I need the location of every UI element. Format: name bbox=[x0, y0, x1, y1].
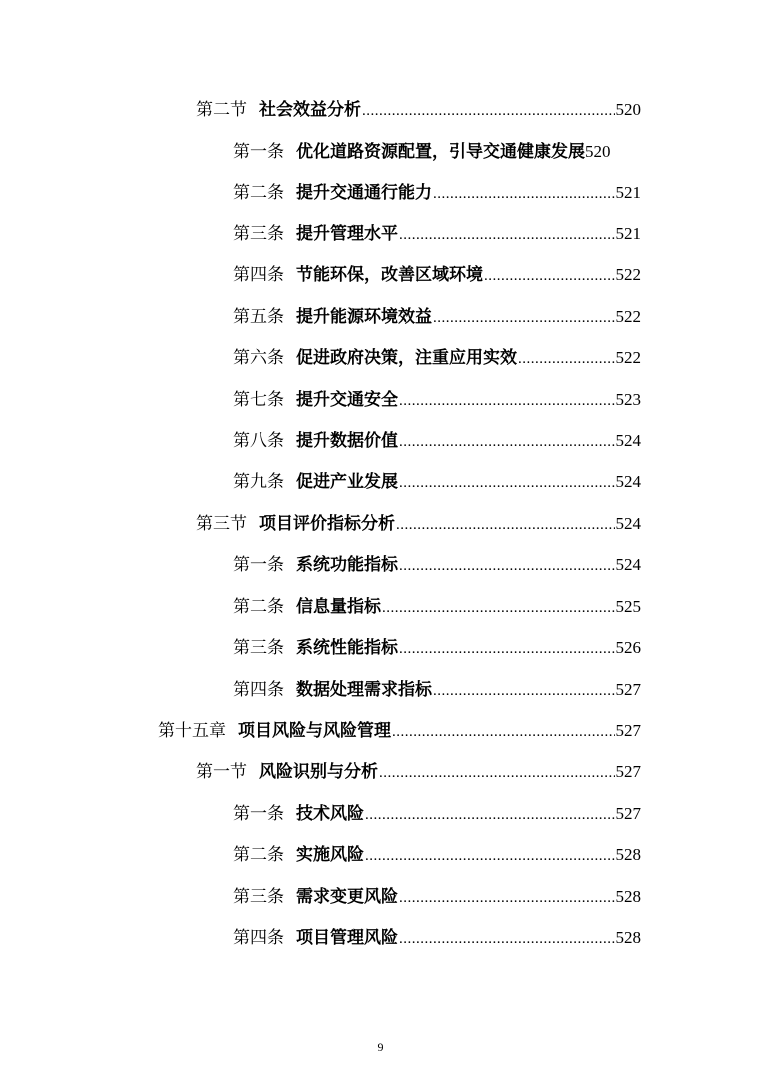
toc-entry bbox=[233, 675, 641, 705]
toc-entry bbox=[233, 799, 641, 829]
toc-entry-number: 第十五章 bbox=[158, 721, 226, 741]
toc-entry-title: 实施风险 bbox=[296, 845, 364, 865]
toc-entry-page: 520 bbox=[615, 100, 641, 119]
toc-entry-title: 项目风险与风险管理 bbox=[238, 721, 391, 741]
dot-leader bbox=[379, 758, 615, 788]
toc-entry bbox=[233, 178, 641, 208]
toc-entry bbox=[233, 633, 641, 663]
toc-entry-title: 项目管理风险 bbox=[296, 928, 398, 948]
toc-entry-number: 第四条 bbox=[233, 680, 284, 700]
toc-entry-page: 521 bbox=[615, 224, 641, 243]
toc-entry-number: 第五条 bbox=[233, 307, 284, 327]
toc-entry-number: 第九条 bbox=[233, 472, 284, 492]
dot-leader bbox=[399, 924, 615, 954]
toc-entry-page: 525 bbox=[615, 597, 641, 616]
toc-entry-page: 527 bbox=[615, 680, 641, 699]
page-number: 9 bbox=[377, 1040, 384, 1054]
toc-entry bbox=[233, 882, 641, 912]
toc-entry-number: 第二条 bbox=[233, 183, 284, 203]
toc-entry bbox=[233, 840, 641, 870]
dot-leader bbox=[484, 261, 615, 291]
toc-entry-title: 提升管理水平 bbox=[296, 224, 398, 244]
toc-entry-title: 风险识别与分析 bbox=[259, 762, 378, 782]
toc-entry bbox=[233, 467, 641, 497]
toc-entry-title: 需求变更风险 bbox=[296, 887, 398, 907]
toc-entry-number: 第二条 bbox=[233, 845, 284, 865]
toc-entry-page: 527 bbox=[615, 804, 641, 823]
toc-entry-title: 数据处理需求指标 bbox=[296, 680, 432, 700]
toc-entry-number: 第四条 bbox=[233, 928, 284, 948]
toc-entry-number: 第一节 bbox=[196, 762, 247, 782]
toc-entry-title: 促进产业发展 bbox=[296, 472, 398, 492]
dot-leader bbox=[382, 593, 615, 623]
toc-entry-number: 第三节 bbox=[196, 514, 247, 534]
dot-leader bbox=[392, 717, 615, 747]
dot-leader bbox=[399, 634, 615, 664]
dot-leader bbox=[518, 344, 615, 374]
toc-entry bbox=[196, 757, 641, 787]
toc-entry bbox=[233, 260, 641, 290]
toc-entry-number: 第三条 bbox=[233, 224, 284, 244]
toc-entry bbox=[233, 550, 641, 580]
toc-entry-page: 522 bbox=[615, 307, 641, 326]
toc-entry-title: 提升交通安全 bbox=[296, 390, 398, 410]
dot-leader bbox=[433, 303, 615, 333]
toc-entry-page: 527 bbox=[615, 762, 641, 781]
toc-entry bbox=[233, 426, 641, 456]
toc-entry-page: 527 bbox=[615, 721, 641, 740]
toc-entry-page: 524 bbox=[615, 472, 641, 491]
toc-entry-title: 促进政府决策，注重应用实效 bbox=[296, 348, 517, 368]
toc-entry-number: 第六条 bbox=[233, 348, 284, 368]
toc-entry-page: 522 bbox=[615, 265, 641, 284]
toc-entry-title: 优化道路资源配置，引导交通健康发展 bbox=[296, 142, 585, 162]
toc-entry bbox=[233, 923, 641, 953]
toc-entry-title: 提升数据价值 bbox=[296, 431, 398, 451]
toc-entry-page: 524 bbox=[615, 431, 641, 450]
toc-entry-title: 技术风险 bbox=[296, 804, 364, 824]
toc-entry-page: 528 bbox=[615, 845, 641, 864]
toc-entry bbox=[196, 509, 641, 539]
toc-entry-number: 第一条 bbox=[233, 142, 284, 162]
toc-entry bbox=[233, 137, 641, 167]
toc-entry-number: 第一条 bbox=[233, 555, 284, 575]
toc-entry-title: 节能环保，改善区域环境 bbox=[296, 265, 483, 285]
toc-entry-title: 社会效益分析 bbox=[259, 100, 361, 120]
toc-entry bbox=[233, 592, 641, 622]
dot-leader bbox=[365, 800, 615, 830]
toc-entry-title: 系统性能指标 bbox=[296, 638, 398, 658]
toc-entry-page: 521 bbox=[615, 183, 641, 202]
toc-entry-title: 项目评价指标分析 bbox=[259, 514, 395, 534]
toc-entry-page: 528 bbox=[615, 928, 641, 947]
dot-leader bbox=[399, 551, 615, 581]
toc-entry-number: 第一条 bbox=[233, 804, 284, 824]
dot-leader bbox=[399, 220, 615, 250]
toc-entry-page: 524 bbox=[615, 555, 641, 574]
toc-entry-number: 第三条 bbox=[233, 638, 284, 658]
dot-leader bbox=[399, 883, 615, 913]
toc-entry-title: 提升交通通行能力 bbox=[296, 183, 432, 203]
dot-leader bbox=[433, 179, 615, 209]
toc-entry bbox=[158, 716, 641, 746]
toc-entry-number: 第八条 bbox=[233, 431, 284, 451]
toc-entry bbox=[233, 385, 641, 415]
toc-entry-page: 523 bbox=[615, 390, 641, 409]
toc-entry-page: 526 bbox=[615, 638, 641, 657]
toc-entry-page: 528 bbox=[615, 887, 641, 906]
dot-leader bbox=[362, 96, 615, 126]
toc-entry-title: 系统功能指标 bbox=[296, 555, 398, 575]
toc-entry-number: 第二节 bbox=[196, 100, 247, 120]
toc-entry bbox=[233, 219, 641, 249]
toc-entry-page: 522 bbox=[615, 348, 641, 367]
dot-leader bbox=[433, 676, 615, 706]
toc-entry bbox=[233, 302, 641, 332]
dot-leader bbox=[396, 510, 615, 540]
dot-leader bbox=[399, 427, 615, 457]
toc-entry-number: 第二条 bbox=[233, 597, 284, 617]
toc-entry-number: 第七条 bbox=[233, 390, 284, 410]
toc-entry-page: 520 bbox=[585, 142, 611, 161]
toc-entry-number: 第三条 bbox=[233, 887, 284, 907]
toc-entry-page: 524 bbox=[615, 514, 641, 533]
dot-leader bbox=[365, 841, 615, 871]
toc-entry-number: 第四条 bbox=[233, 265, 284, 285]
toc-entry bbox=[233, 343, 641, 373]
toc-entry-title: 提升能源环境效益 bbox=[296, 307, 432, 327]
toc-entry bbox=[196, 95, 641, 125]
dot-leader bbox=[399, 468, 615, 498]
dot-leader bbox=[399, 386, 615, 416]
toc-entry-title: 信息量指标 bbox=[296, 597, 381, 617]
